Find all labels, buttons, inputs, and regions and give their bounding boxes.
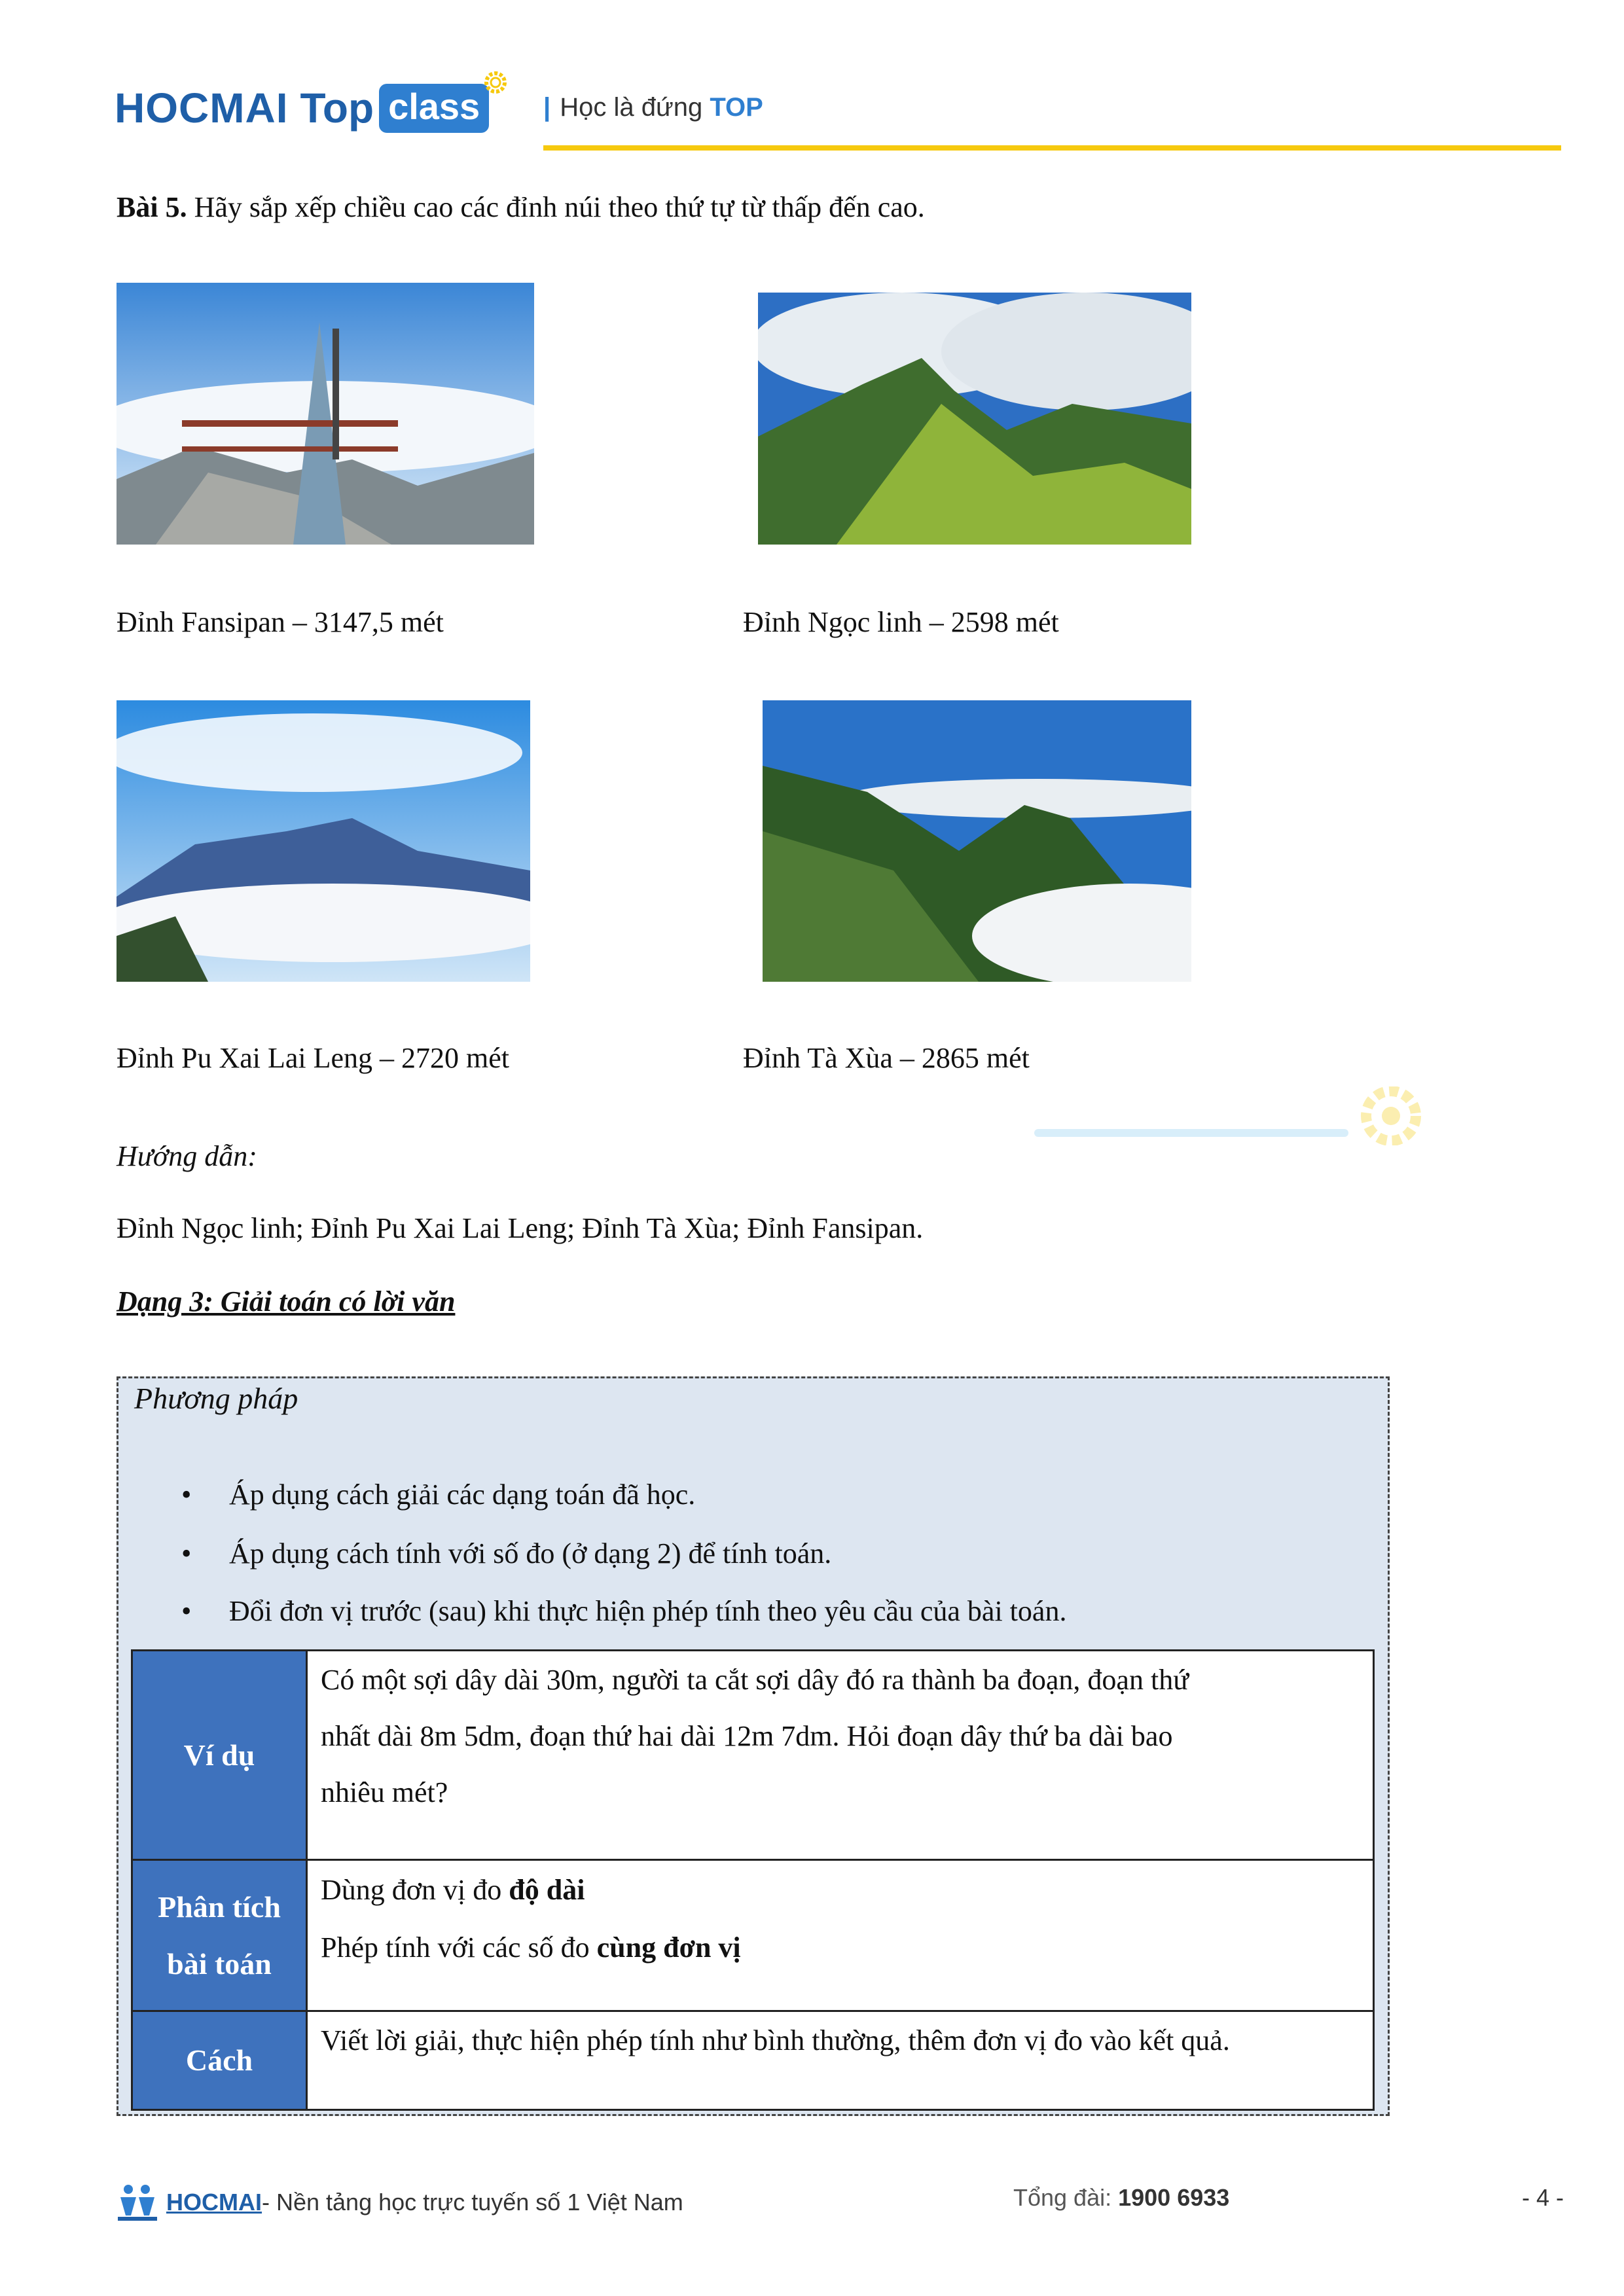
guide-label: Hướng dẫn: [117,1140,257,1172]
analysis-label-line1: Phân tích [158,1890,281,1924]
analysis-line2-text: Phép tính với các số đo [321,1931,597,1964]
hocmai-logo-icon [117,2183,158,2222]
guide-answer: Đỉnh Ngọc linh; Đỉnh Pu Xai Lai Leng; Đỉnh Tà Xùa; Đỉnh Fansipan. [117,1212,924,1244]
logo-hocmai-text: HOCMAI [115,84,289,132]
analysis-line-1 [321,1862,585,1918]
table-row-divider [131,1859,1375,1861]
exercise-prompt [117,188,925,226]
ngoc-linh-photo [758,293,1191,545]
fansipan-photo [117,283,534,545]
bullet-icon: • [181,1595,192,1627]
method-text: Viết lời giải, thực hiện phép tính như bình thường, thêm đơn vị đo vào kết quả. [321,2024,1230,2056]
example-label-cell [133,1651,306,1859]
ta-xua-caption: Đỉnh Tà Xùa – 2865 mét [743,1042,1030,1074]
ngoc-linh-caption: Đỉnh Ngọc linh – 2598 mét [743,606,1059,638]
logo-class-text: class [388,85,480,127]
bullet-icon: • [181,1537,192,1570]
page-number: - 4 - [1522,2184,1564,2211]
example-line-2: nhất dài 8m 5dm, đoạn thứ hai dài 12m 7dm. Hỏi đoạn dây thứ ba dài bao [321,1720,1173,1752]
logo-top-text: Top [300,84,374,132]
hotline-number: 1900 6933 [1118,2184,1230,2211]
header-tagline [543,93,763,122]
example-line-1: Có một sợi dây dài 30m, người ta cắt sợi dây đó ra thành ba đoạn, đoạn thứ [321,1664,1189,1696]
example-line-3: nhiêu mét? [321,1776,448,1808]
method-title: Phương pháp [134,1382,298,1415]
exercise-number: Bài 5. [117,191,187,223]
table-column-divider [306,1649,308,2111]
hocmai-topclass-logo [115,72,489,144]
ta-xua-photo [763,700,1191,982]
exercise-prompt-text: Hãy sắp xếp chiều cao các đỉnh núi theo thứ tự từ thấp đến cao. [194,191,925,223]
footer-hotline [1013,2184,1229,2212]
pu-xai-lai-leng-caption: Đỉnh Pu Xai Lai Leng – 2720 mét [117,1042,510,1074]
tagline-divider: | [543,93,551,122]
method-label: Cách [185,2043,253,2077]
gear-watermark-icon [1034,1086,1447,1145]
example-label: Ví dụ [183,1738,255,1772]
method-bullet-2 [181,1537,832,1570]
hotline-label: Tổng đài: [1013,2184,1119,2211]
analysis-line2-bold: cùng đơn vị [596,1931,741,1964]
bullet-text: Áp dụng cách giải các dạng toán đã học. [229,1479,696,1511]
gear-icon [482,69,509,96]
fansipan-caption: Đỉnh Fansipan – 3147,5 mét [117,606,444,638]
pu-xai-lai-leng-photo [117,700,530,982]
bullet-text: Đổi đơn vị trước (sau) khi thực hiện phép tính theo yêu cầu của bài toán. [229,1595,1067,1627]
analysis-label-cell [133,1861,306,2010]
method-bullet-3 [181,1594,1067,1628]
tagline-top: TOP [710,93,763,122]
footer-brand-link[interactable]: HOCMAI [166,2189,262,2215]
bullet-text: Áp dụng cách tính với số đo (ở dạng 2) để tính toán. [229,1537,832,1570]
analysis-line1-bold: độ dài [509,1874,585,1906]
analysis-line-2 [321,1920,741,1976]
table-row-divider [131,2010,1375,2012]
method-label-cell [133,2012,306,2109]
footer-slogan: - Nền tảng học trực tuyến số 1 Việt Nam [262,2189,683,2215]
logo-class-badge [379,84,489,133]
bullet-icon: • [181,1479,192,1511]
footer-brand [117,2183,683,2222]
analysis-label-line2: bài toán [167,1947,272,1981]
header-divider [543,145,1561,151]
section-title: Dạng 3: Giải toán có lời văn [117,1285,456,1318]
analysis-line1-text: Dùng đơn vị đo [321,1874,509,1906]
method-bullet-1 [181,1478,696,1511]
tagline-text: Học là đứng [560,93,703,122]
